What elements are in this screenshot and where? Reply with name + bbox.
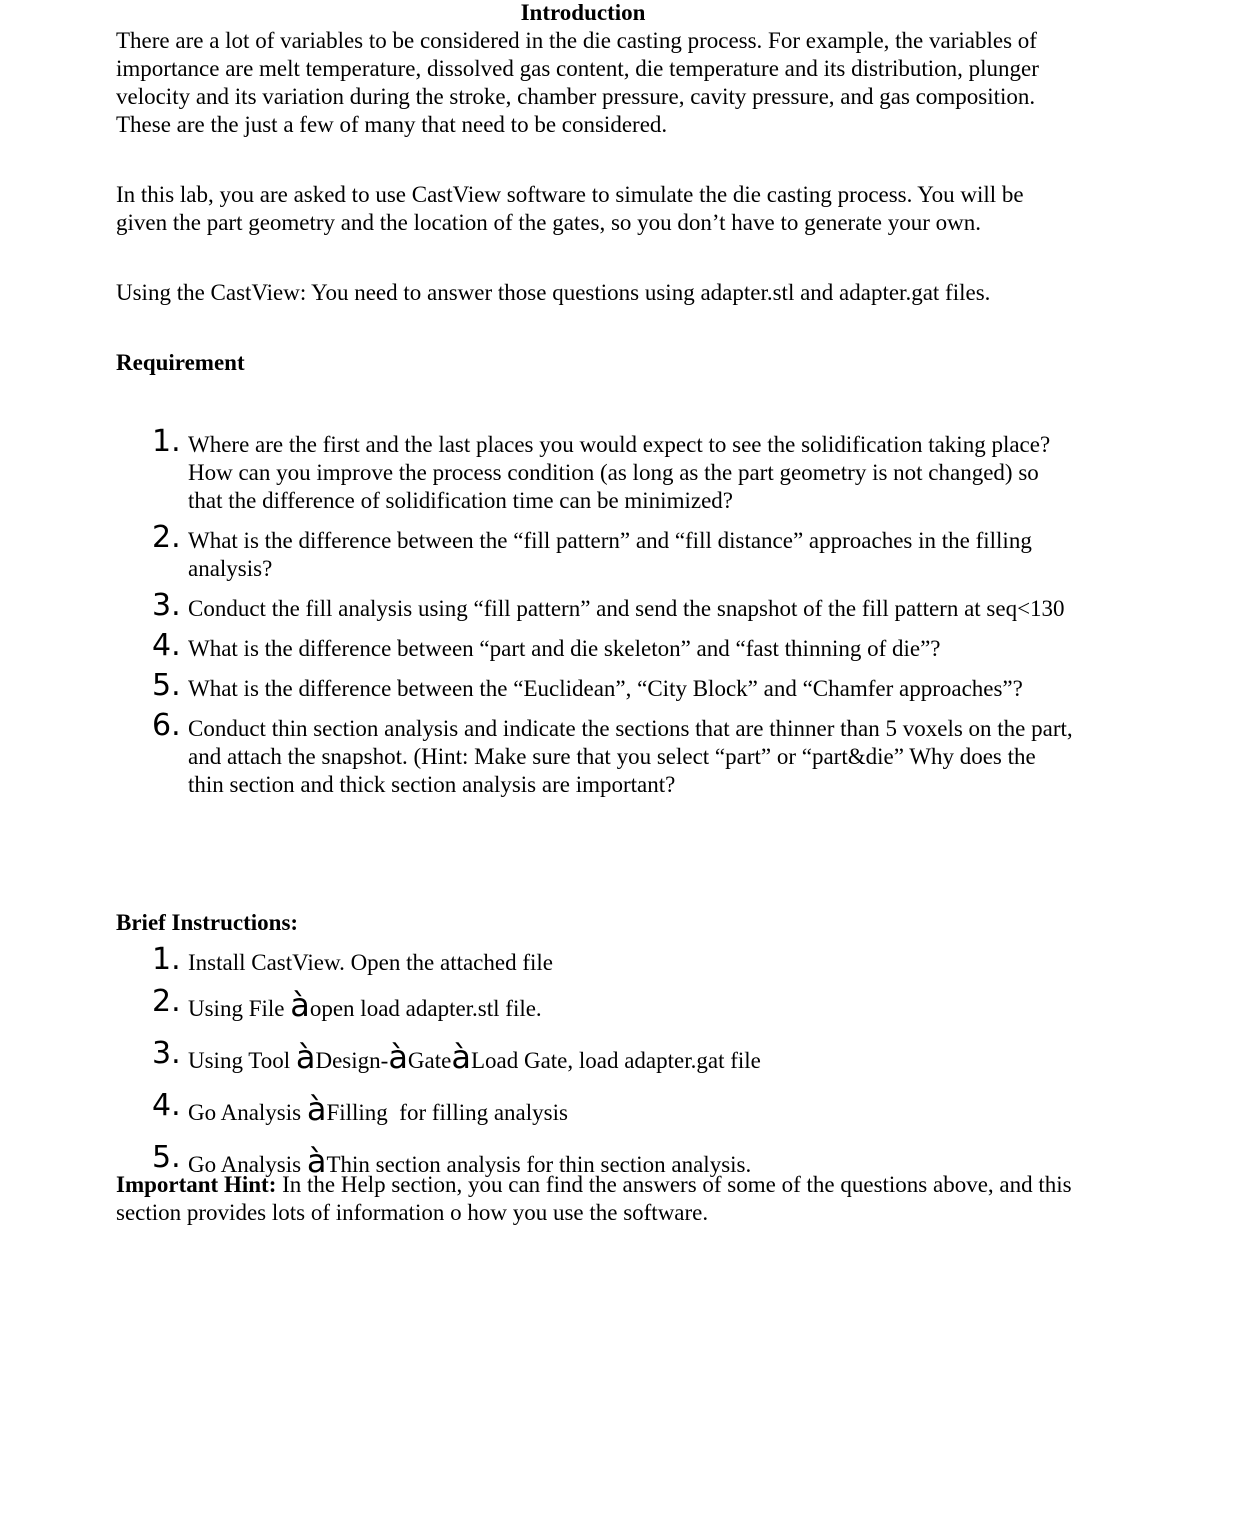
arrow-icon: à — [451, 1038, 471, 1076]
requirement-item-3 — [116, 588, 1076, 623]
requirement-text: What is the difference between “part and die skeleton” and “fast thinning of die”? — [188, 636, 941, 661]
requirement-item-2 — [116, 520, 1076, 583]
arrow-icon: à — [306, 1142, 327, 1180]
item-number: 1. — [152, 942, 181, 977]
requirement-list — [116, 424, 1076, 811]
requirement-heading: Requirement — [116, 350, 245, 375]
page-title: Introduction — [520, 0, 646, 25]
instruction-item-2 — [116, 984, 1076, 1024]
intro-paragraph-1: There are a lot of variables to be considered in the die casting process. For example, the variables of importance are melt temperature, dissolved gas content, die temperature and its distribution, plunger velocity and its variation during the stroke, chamber pressure, cavity pressure, and gas composition. These are the just a few of many that need to be considered. — [116, 28, 1039, 137]
item-number: 2. — [152, 984, 181, 1019]
intro-paragraph-2: In this lab, you are asked to use CastView software to simulate the die casting process. You will be given the part geometry and the location of the gates, so you don’t have to generate your own. — [116, 182, 1024, 235]
instruction-text: Go Analysis — [188, 1152, 307, 1177]
arrow-icon: à — [295, 1038, 316, 1076]
requirement-text: Conduct the fill analysis using “fill pattern” and send the snapshot of the fill pattern at seq<130 — [188, 596, 1065, 621]
requirement-text: Conduct thin section analysis and indicate the sections that are thinner than 5 voxels on the part, and attach the snapshot. (Hint: Make sure that you select “part” or “part&die” Why does the thin section and thick section analysis are important? — [188, 716, 1073, 797]
instruction-item-3 — [116, 1036, 1076, 1076]
requirement-item-4 — [116, 628, 1076, 663]
requirement-item-1 — [116, 424, 1076, 515]
instruction-text: Install CastView. Open the attached file — [188, 950, 554, 975]
item-number: 5. — [152, 1140, 181, 1175]
item-number: 3. — [152, 588, 181, 623]
instruction-text: Go Analysis — [188, 1100, 307, 1125]
important-hint — [116, 1171, 1076, 1227]
instruction-item-1 — [116, 942, 1076, 977]
hint-text: In the Help section, you can find the answers of some of the questions above, and this section provides lots of information o how you use the software. — [116, 1172, 1072, 1225]
instruction-text: Thin section analysis for thin section analysis. — [326, 1152, 752, 1177]
instruction-text: Using File — [188, 996, 291, 1021]
requirement-item-5 — [116, 668, 1076, 703]
arrow-icon: à — [290, 986, 310, 1024]
instruction-text: Using Tool — [188, 1048, 296, 1073]
hint-label: Important Hint: — [116, 1172, 277, 1197]
item-number: 4. — [152, 1088, 181, 1123]
requirement-text: What is the difference between the “Euclidean”, “City Block” and “Chamfer approaches”? — [188, 676, 1023, 701]
item-number: 4. — [152, 628, 181, 663]
requirement-item-6 — [116, 708, 1076, 799]
item-number: 5. — [152, 668, 181, 703]
arrow-icon: à — [388, 1038, 408, 1076]
instruction-text: open load adapter.stl file. — [309, 996, 542, 1021]
item-number: 2. — [152, 520, 181, 555]
requirement-text: What is the difference between the “fill pattern” and “fill distance” approaches in the filling analysis? — [188, 528, 1032, 581]
intro-paragraph-3: Using the CastView: You need to answer those questions using adapter.stl and adapter.gat files. — [116, 280, 991, 305]
item-number: 1. — [152, 424, 181, 459]
instructions-list — [116, 942, 1076, 1180]
item-number: 6. — [152, 708, 181, 743]
instruction-item-4 — [116, 1088, 1076, 1128]
instruction-text: Design- — [315, 1048, 389, 1073]
instruction-text: Filling for filling analysis — [326, 1100, 568, 1125]
item-number: 3. — [152, 1036, 181, 1071]
instructions-heading: Brief Instructions: — [116, 910, 299, 935]
instruction-text: Load Gate, load adapter.gat file — [470, 1048, 761, 1073]
arrow-icon: à — [306, 1090, 327, 1128]
instruction-text: Gate — [407, 1048, 452, 1073]
requirement-text: Where are the first and the last places you would expect to see the solidification taking place? How can you improve the process condition (as long as the part geometry is not changed) so that the difference of solidification time can be minimized? — [188, 432, 1051, 513]
